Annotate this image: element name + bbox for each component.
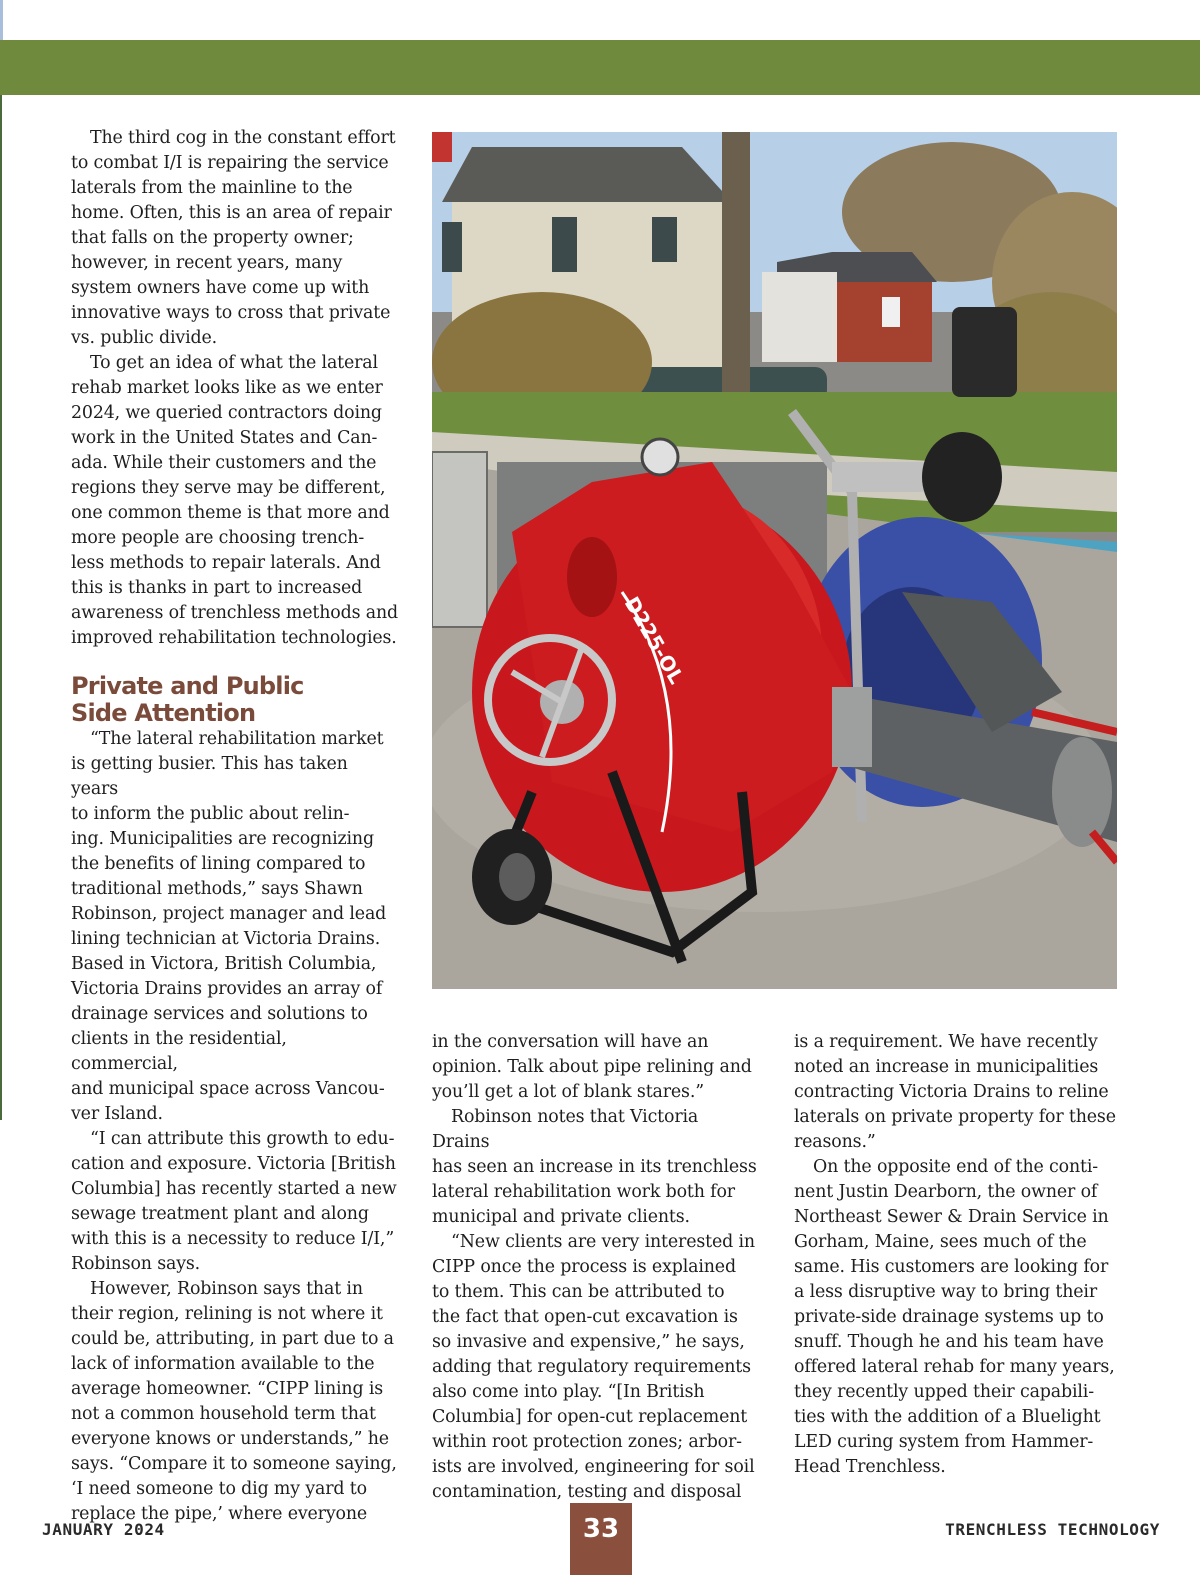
drum-label: D225-OL bbox=[619, 592, 689, 688]
page-number: 33 bbox=[570, 1503, 632, 1575]
article-column-2 bbox=[432, 1030, 760, 1505]
paragraph: “I can attribute this growth to edu- cation and exposure. Victoria [British Columbia] has recently started a new sewage treatment plant and along with this is a necessity to reduce I/I,” Robinson says. bbox=[71, 1129, 397, 1274]
page-edge bbox=[0, 0, 3, 40]
paragraph: To get an idea of what the lateral rehab market looks like as we enter 2024, we queried contractors doing work in the United States and Can- ada. While their customers and the regions they serve may be different, one common theme is that more and more people are choosing trench- less methods to repair laterals. And this is thanks in part to increased awareness of trenchless methods and improved rehabilitation technologies. bbox=[71, 353, 398, 648]
paragraph: The third cog in the constant effort to combat I/I is repairing the service laterals from the mainline to the home. Often, this is an area of repair that falls on the property owner; however, in recent years, many system owners have come up with innovative ways to cross that private vs. public divide. bbox=[71, 128, 396, 348]
paragraph: “The lateral rehabilitation market is getting busier. This has taken years to inform the public about relin- ing. Municipalities are recognizing the benefits of lining compared to traditional methods,” says Shawn Robinson, project manager and lead lining technician at Victoria Drains. Based in Victora, British Columbia, Victoria Drains provides an array of drainage services and solutions to clients in the residential, commercial, and municipal space across Vancou- ver Island. bbox=[71, 729, 387, 1124]
footer-issue-date: JANUARY 2024 bbox=[42, 1520, 165, 1539]
page-edge-left bbox=[0, 95, 2, 1120]
paragraph: “New clients are very interested in CIPP once the process is explained to them. This can be attributed to the fact that open-cut excavation is so invasive and expensive,” he says, adding that regulatory requirements also come into play. “[In British Columbia] for open-cut replacement within root protection zones; arbor- ists are involved, engineering for soil contamination, testing and disposal bbox=[432, 1232, 755, 1502]
paragraph: Robinson notes that Victoria Drains has seen an increase in its trenchless lateral rehabilitation work both for municipal and private clients. bbox=[432, 1107, 757, 1227]
header-band bbox=[0, 40, 1200, 95]
section-heading: Private and Public Side Attention bbox=[71, 672, 304, 727]
paragraph: On the opposite end of the conti- nent Justin Dearborn, the owner of Northeast Sewer & Drain Service in Gorham, Maine, sees much of the same. His customers are looking for a less disruptive way to bring their private-side drainage systems up to snuff. Though he and his team have offered lateral rehab for many years, they recently upped their capabili- ties with the addition of a Bluelight LED curing system from Hammer- Head Trenchless. bbox=[794, 1157, 1115, 1477]
paragraph-continued: is a requirement. We have recently noted an increase in municipalities contracting Victoria Drains to reline laterals on private property for these reasons.” bbox=[794, 1032, 1116, 1152]
paragraph-continued: in the conversation will have an opinion. Talk about pipe relining and you’ll get a lot of blank stares.” bbox=[432, 1032, 752, 1102]
article-photo bbox=[432, 132, 1117, 989]
article-column-3 bbox=[794, 1030, 1122, 1480]
article-column-1 bbox=[71, 126, 399, 1527]
footer-publication-name: TRENCHLESS TECHNOLOGY bbox=[945, 1520, 1160, 1539]
paragraph: However, Robinson says that in their region, relining is not where it could be, attributing, in part due to a lack of information available to the average homeowner. “CIPP lining is not a common household term that everyone knows or understands,” he says. “Compare it to someone saying, ‘I need someone to dig my yard to replace the pipe,’ where everyone bbox=[71, 1279, 397, 1524]
